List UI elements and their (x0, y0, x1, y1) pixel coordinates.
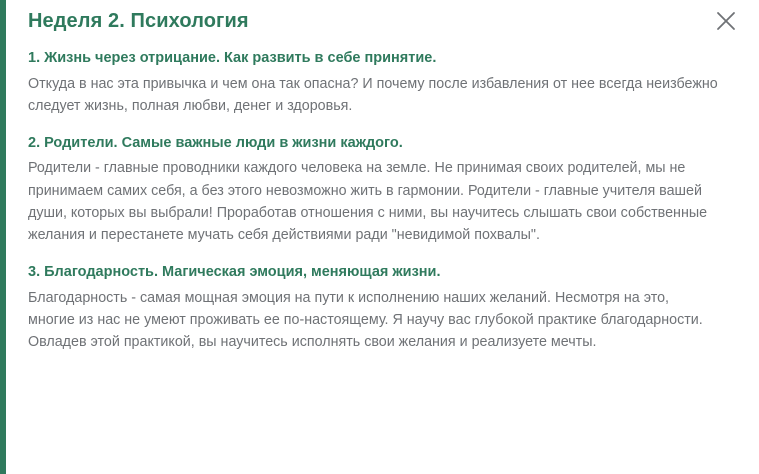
lesson-section (28, 134, 719, 246)
section-body: Родители - главные проводники каждого человека на земле. Не принимая своих родителей, мы не принимаем самих себя, а без этого невозможно жить в гармонии. Родители - главные учителя вашей души, которых вы выбрали! Проработав отношения с ними, вы научитесь слышать свои собственные желания и перестанете мучать себя действиями ради "невидимой похвалы". (28, 160, 708, 243)
section-body: Благодарность - самая мощная эмоция на пути к исполнению наших желаний. Несмотря на это, многие из нас не умеют проживать ее по-настоящему. Я научу вас глубокой практике благодарности. Овладев этой практикой, вы научитесь исполнять свои желания и реализуете мечты. (28, 289, 703, 350)
lesson-section (28, 263, 719, 353)
section-heading: 3. Благодарность. Магическая эмоция, меняющая жизни. (28, 264, 441, 281)
lesson-section (28, 49, 719, 117)
section-body: Откуда в нас эта привычка и чем она так опасна? И почему после избавления от нее всегда неизбежно следует жизнь, полная любви, денег и здоровья. (28, 75, 718, 114)
page-title: Неделя 2. Психология (28, 10, 249, 32)
panel-content (6, 0, 759, 474)
section-heading: 1. Жизнь через отрицание. Как развить в себе принятие. (28, 50, 437, 66)
section-heading: 2. Родители. Самые важные люди в жизни каждого. (28, 134, 403, 151)
